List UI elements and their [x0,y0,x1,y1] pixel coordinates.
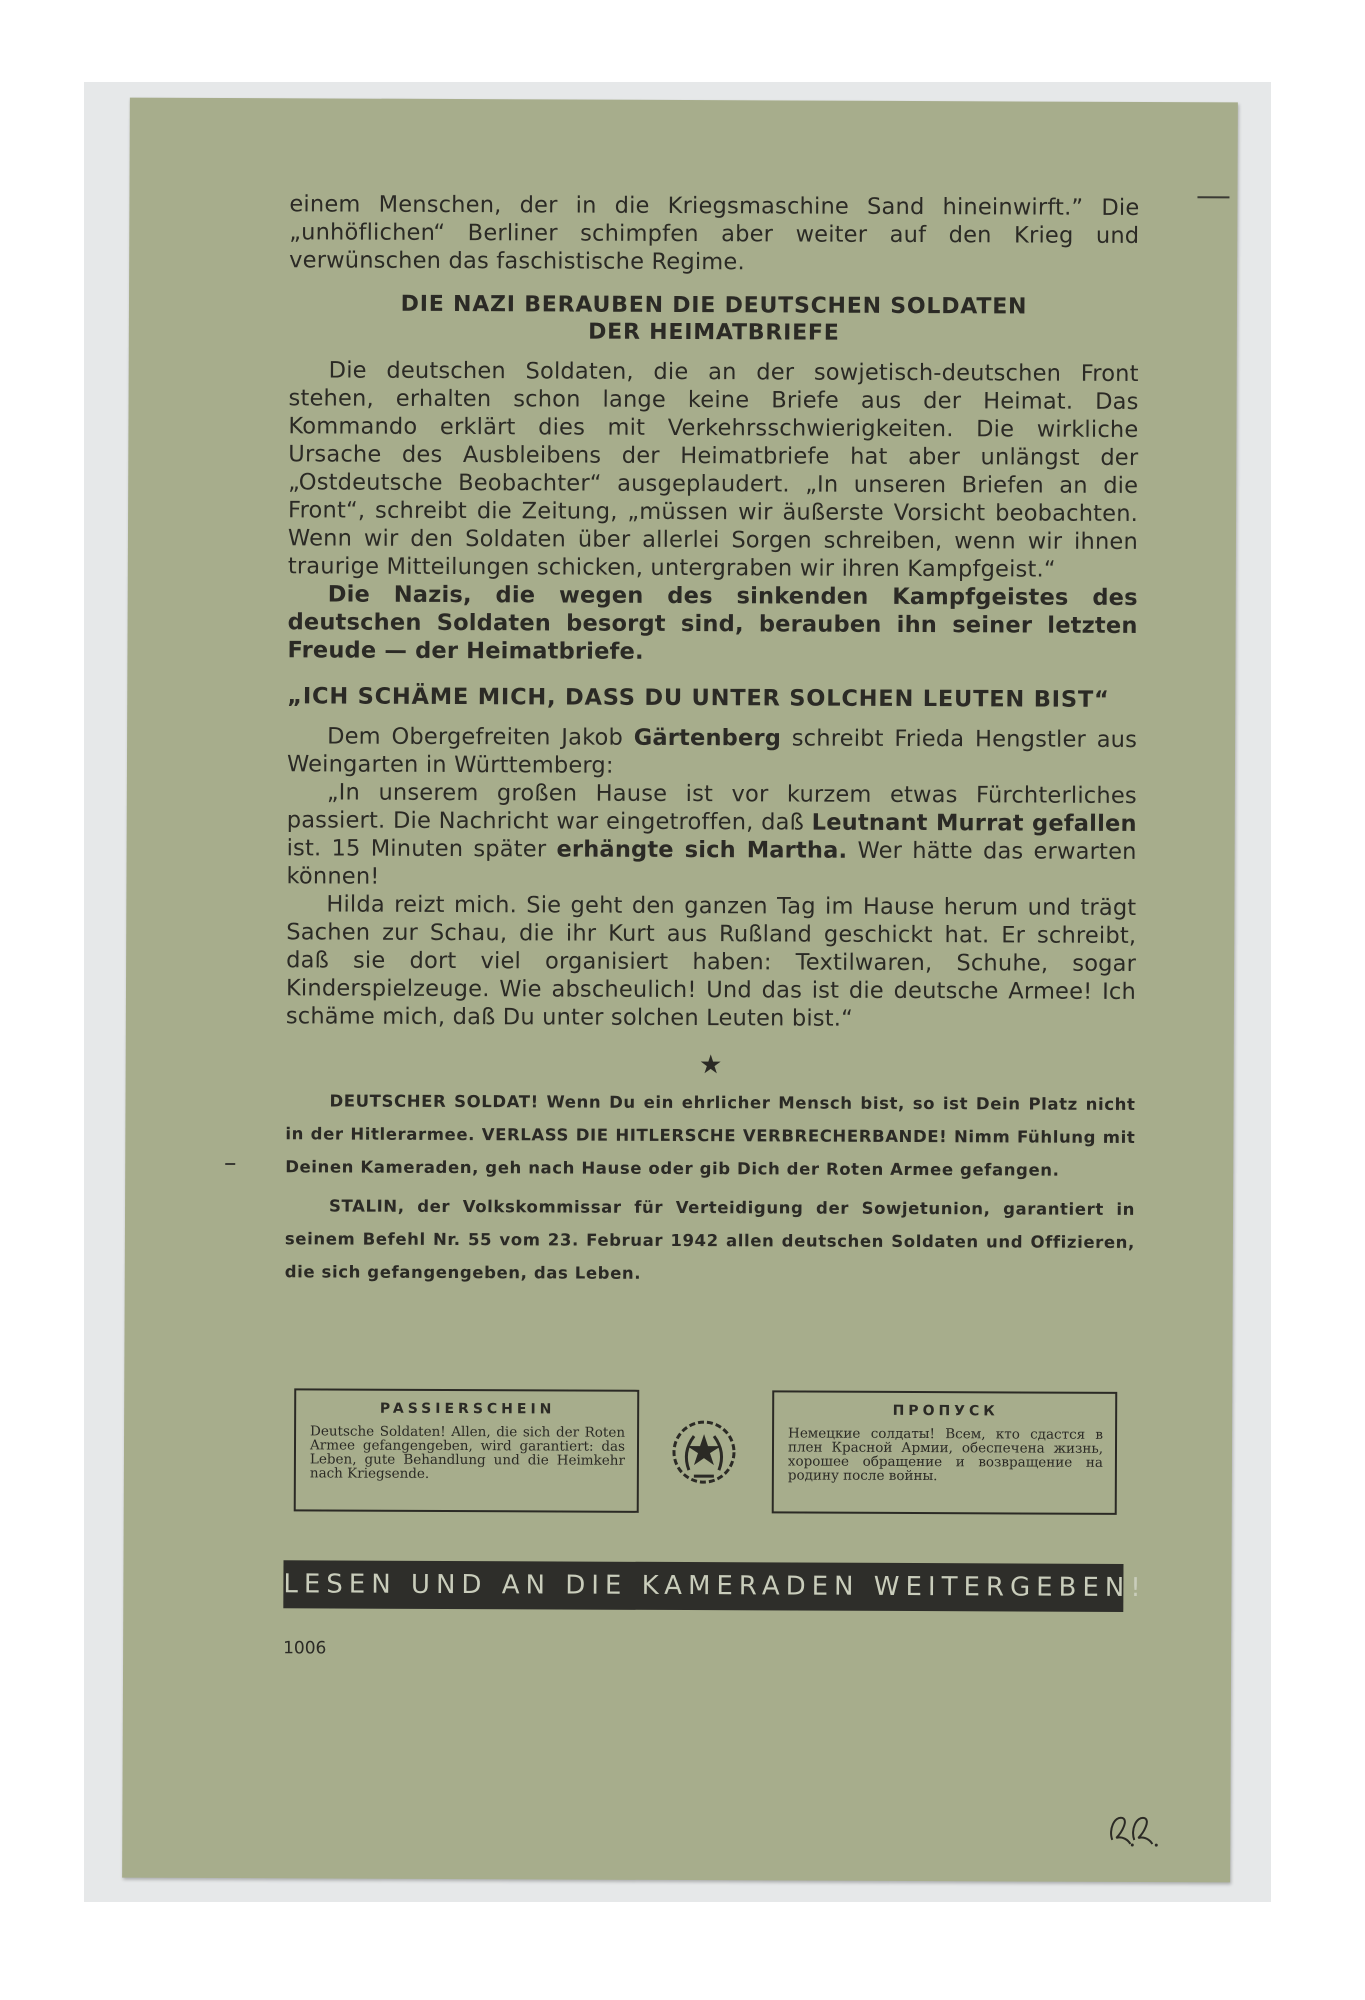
highlight-leutnant: Leutnant Murrat gefallen [811,809,1137,837]
text-segment: Dem Obergefreiten Jakob [327,723,634,751]
heading-line-1: DIE NAZI BERAUBEN DIE DEUTSCHEN SOLDATEN [400,291,1028,320]
pass-on-banner: LESEN UND AN DIE KAMERADEN WEITERGEBEN! [283,1560,1123,1612]
paragraph-nazis-berauben: Die Nazis, die wegen des sinkenden Kampfgeistes des deutschen Soldaten besorgt sind, berauben ihn seiner letzten Freude — der Heimatbriefe. [287,581,1138,665]
name-gaertenberg: Gärtenberg [633,724,782,752]
text-segment: schreibt Frieda Hengstler aus Weingarten in Württemberg: [286,725,1138,779]
paragraph-letter-part-2: Hilda reizt mich. Sie geht den ganzen Tag im Hause herum und trägt Sachen zur Schau, die ihr Kurt aus Rußland geschickt hat. Er schreibt, daß sie dort viel organisiert haben: Textilwaren, Schuhe, sogar Kinderspielzeuge. Wie abscheulich! Und das ist die deutsche Armee! Ich schäme mich, daß Du unter solchen Leuten bist.“ [285,891,1137,1032]
appeal-deutscher-soldat: DEUTSCHER SOLDAT! Wenn Du ein ehrlicher Mensch bist, so ist Dein Platz nicht in der Hitlerarmee. VERLASS DIE HITLERSCHE VERBRECHERBANDE! Nimm Fühlung mit Deinen Kameraden, geh nach Hause oder gib Dich der Roten Armee gefangen. [285,1091,1136,1180]
margin-pencil-mark [225,1163,235,1165]
text-segment: Wer hätte das erwarten können! [286,837,1137,890]
passierschein-title: PASSIERSCHEIN [379,1400,556,1418]
section-heading-schaeme: „ICH SCHÄME MICH, DASS DU UNTER SOLCHEN LEUTEN BIST“ [287,683,1110,713]
document-number: 1006 [283,1638,327,1659]
propusk-title: ПРОПУСК [892,1402,999,1420]
paragraph-obergefreiten [287,722,1137,782]
paragraph-heimatbriefe: Die deutschen Soldaten, die an der sowjetisch-deutschen Front stehen, erhalten schon lange keine Briefe aus der Heimat. Das Kommando erklärt dies mit Verkehrsschwierigkeiten. Die wirkliche Ursache des Ausbleibens der Heimatbriefe hat aber unlängst der „Ostdeutsche Beobachter“ ausgeplaudert. „In unseren Briefen an die Front“, schreibt die Zeitung, „müssen wir äußerste Vorsicht beobachten. Wenn wir den Soldaten über allerlei Sorgen schreiben, wenn wir ihnen traurige Mitteilungen schicken, untergraben wir ihren Kampfgeist.“ [287,357,1139,583]
section-heading-heimatbriefe [289,290,1139,348]
appeal-stalin-guarantee: STALIN, der Volkskommissar für Verteidigung der Sowjetunion, garantiert in seinem Befehl Nr. 55 vom 23. Februar 1942 allen deutschen Soldaten und Offizieren, die sich gefangengeben, das Leben. [284,1196,1136,1283]
hammer-sickle-star-emblem [664,1412,744,1492]
heading-line-2: DER HEIMATBRIEFE [588,319,840,346]
passierschein-box [294,1388,640,1513]
paragraph-letter-part-1 [286,778,1136,894]
passierschein-text: Deutsche Soldaten! Allen, die sich der Roten Armee gefangengeben, wird garantiert: das Leben, gute Behandlung und die Heimkehr nach Kriegsende. [309,1423,626,1482]
opening-paragraph: einem Menschen, der in die Kriegsmaschine Sand hineinwirft.” Die „unhöflichen“ Berliner schimpfen aber weiter auf den Krieg und verwünschen das faschistische Regime. [289,191,1140,276]
handwritten-initials [1104,1810,1164,1850]
propusk-text: Немецкие солдаты! Всем, кто сдастся в плен Красной Армии, обеспечена жизнь, хорошее обращение и возвращение на родину после войны. [787,1425,1104,1485]
propusk-box [772,1390,1118,1515]
highlight-martha: erhängte sich Martha. [556,836,848,864]
text-segment: ist. 15 Minuten später [286,835,557,863]
leaflet-body [285,190,1140,1292]
text-segment: „In unserem großen Hause ist vor kurzem etwas Fürchterliches passiert. Die Nachricht war eingetroffen, daß [286,779,1137,836]
corner-pencil-mark [1197,196,1229,198]
star-divider: ★ [698,1050,723,1081]
leaflet-page [122,98,1238,1883]
